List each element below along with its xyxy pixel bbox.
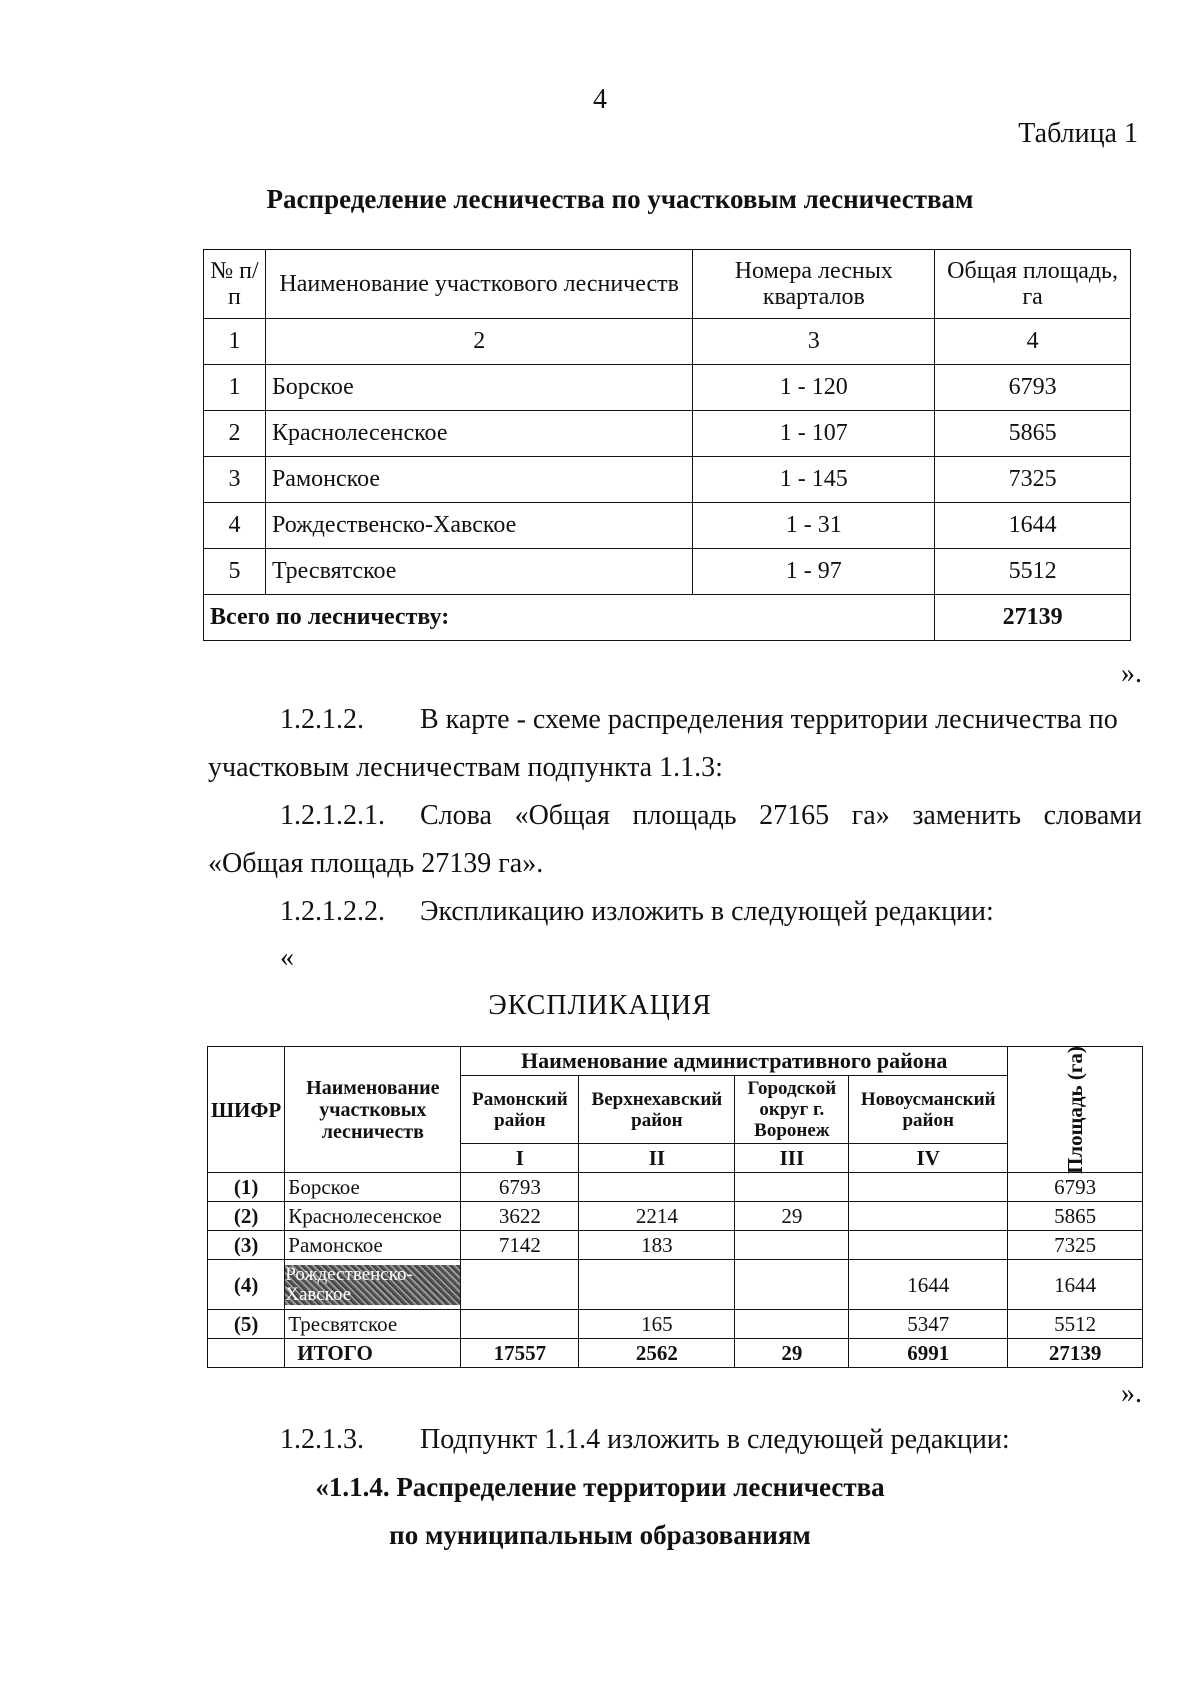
paragraph-12121 <box>280 792 1142 840</box>
row-d4: 5347 <box>849 1310 1008 1339</box>
paragraph-text: В карте - схеме распределения территории лесничества по <box>420 704 1118 735</box>
paragraph-text: Экспликацию изложить в следующей редакции: <box>420 896 994 927</box>
header-number: № п/п <box>204 250 266 319</box>
district-roman: I <box>461 1144 579 1173</box>
explication-title: ЭКСПЛИКАЦИЯ <box>488 990 712 1021</box>
table1-title: Распределение лесничества по участковым лесничествам <box>266 184 974 214</box>
row-name: Рождественско-Хавское <box>265 503 693 549</box>
closing-quote: ». <box>1121 658 1142 689</box>
row-quarters: 1 - 107 <box>693 411 935 457</box>
row-d4 <box>849 1202 1008 1231</box>
total-d1: 17557 <box>461 1339 579 1368</box>
total-row <box>208 1339 1143 1368</box>
row-area: 7325 <box>935 457 1131 503</box>
paragraph-12122 <box>280 888 994 936</box>
paragraph-number: 1.2.1.2. <box>280 704 364 735</box>
paragraph-1212-cont: участковым лесничествам подпункта 1.1.3: <box>208 752 723 783</box>
table-row <box>208 1260 1143 1310</box>
row-number: 4 <box>204 503 266 549</box>
row-d3 <box>735 1260 849 1310</box>
col-number: 4 <box>935 319 1131 365</box>
total-label: Всего по лесничеству: <box>204 595 935 641</box>
total-label: ИТОГО <box>285 1339 461 1368</box>
row-name: Тресвятское <box>285 1310 461 1339</box>
row-name: Борское <box>285 1173 461 1202</box>
row-d1: 6793 <box>461 1173 579 1202</box>
paragraph-12121-cont: «Общая площадь 27139 га». <box>208 848 544 879</box>
row-code: (1) <box>208 1173 285 1202</box>
row-name: Краснолесенское <box>265 411 693 457</box>
district-roman: II <box>579 1144 735 1173</box>
table-row <box>208 1173 1143 1202</box>
table-row <box>204 365 1131 411</box>
row-code: (4) <box>208 1260 285 1310</box>
table-row <box>208 1231 1143 1260</box>
total-d4: 6991 <box>849 1339 1008 1368</box>
row-quarters: 1 - 120 <box>693 365 935 411</box>
table-row <box>204 503 1131 549</box>
table-row <box>204 411 1131 457</box>
row-area: 5865 <box>935 411 1131 457</box>
district-voronezh: Городской округ г. Воронеж <box>735 1076 849 1144</box>
row-area: 6793 <box>935 365 1131 411</box>
header-forestry-name: Наименование участковых лесничеств <box>285 1047 461 1173</box>
row-d1: 7142 <box>461 1231 579 1260</box>
row-d3 <box>735 1173 849 1202</box>
row-d2: 2214 <box>579 1202 735 1231</box>
row-name: Краснолесенское <box>285 1202 461 1231</box>
header-area-label: Площадь (га) <box>1063 1045 1088 1174</box>
row-name: Тресвятское <box>265 549 693 595</box>
district-roman: III <box>735 1144 849 1173</box>
row-code: (5) <box>208 1310 285 1339</box>
row-quarters: 1 - 97 <box>693 549 935 595</box>
page-number: 4 <box>593 84 607 115</box>
col-number: 1 <box>204 319 266 365</box>
col-number: 2 <box>265 319 693 365</box>
row-name: Рождественско-Хавское <box>285 1265 460 1305</box>
row-name-cell <box>285 1260 461 1310</box>
header-area: Общая площадь, га <box>935 250 1131 319</box>
row-d3 <box>735 1231 849 1260</box>
explication-table <box>207 1046 1143 1368</box>
paragraph-number: 1.2.1.2.1. <box>280 800 385 831</box>
header-code: ШИФР <box>208 1047 285 1173</box>
row-quarters: 1 - 31 <box>693 503 935 549</box>
row-number: 1 <box>204 365 266 411</box>
row-area: 7325 <box>1008 1231 1143 1260</box>
row-d1 <box>461 1260 579 1310</box>
row-name: Рамонское <box>285 1231 461 1260</box>
row-number: 5 <box>204 549 266 595</box>
row-name: Рамонское <box>265 457 693 503</box>
row-area: 6793 <box>1008 1173 1143 1202</box>
col-number: 3 <box>693 319 935 365</box>
section-heading-line1: «1.1.4. Распределение территории лесничества <box>315 1472 885 1502</box>
header-admin-district: Наименование административного района <box>461 1047 1008 1076</box>
total-value: 27139 <box>935 595 1131 641</box>
total-area: 27139 <box>1008 1339 1143 1368</box>
row-d1 <box>461 1310 579 1339</box>
paragraph-number: 1.2.1.2.2. <box>280 896 385 927</box>
district-novousman: Новоусманский район <box>849 1076 1008 1144</box>
district-ramon: Рамонский район <box>461 1076 579 1144</box>
row-d4 <box>849 1173 1008 1202</box>
row-d2: 183 <box>579 1231 735 1260</box>
row-quarters: 1 - 145 <box>693 457 935 503</box>
district-roman: IV <box>849 1144 1008 1173</box>
paragraph-number: 1.2.1.3. <box>280 1424 364 1455</box>
row-d3: 29 <box>735 1202 849 1231</box>
paragraph-text: Подпункт 1.1.4 изложить в следующей редакции: <box>420 1424 1010 1455</box>
total-code-empty <box>208 1339 285 1368</box>
header-quarters: Номера лесных кварталов <box>693 250 935 319</box>
total-d2: 2562 <box>579 1339 735 1368</box>
row-code: (3) <box>208 1231 285 1260</box>
forestry-distribution-table <box>203 249 1131 641</box>
row-code: (2) <box>208 1202 285 1231</box>
section-heading-line2: по муниципальным образованиям <box>389 1520 811 1550</box>
closing-quote: ». <box>1121 1378 1142 1409</box>
total-row <box>204 595 1131 641</box>
table-row <box>208 1202 1143 1231</box>
table-row <box>204 457 1131 503</box>
row-number: 2 <box>204 411 266 457</box>
paragraph-1212 <box>280 696 1118 744</box>
row-d4: 1644 <box>849 1260 1008 1310</box>
row-number: 3 <box>204 457 266 503</box>
row-d2: 165 <box>579 1310 735 1339</box>
header-area <box>1008 1047 1143 1173</box>
row-area: 5512 <box>935 549 1131 595</box>
table-row <box>208 1310 1143 1339</box>
opening-quote: « <box>280 942 294 973</box>
table-row <box>204 549 1131 595</box>
row-d4 <box>849 1231 1008 1260</box>
row-area: 5512 <box>1008 1310 1143 1339</box>
paragraph-1213 <box>280 1416 1010 1464</box>
header-name: Наименование участкового лесничеств <box>265 250 693 319</box>
row-name: Борское <box>265 365 693 411</box>
table-label: Таблица 1 <box>1018 118 1138 149</box>
row-d2 <box>579 1260 735 1310</box>
row-area: 1644 <box>1008 1260 1143 1310</box>
paragraph-text: Слова «Общая площадь 27165 га» заменить словами <box>420 800 1142 831</box>
row-area: 1644 <box>935 503 1131 549</box>
row-area: 5865 <box>1008 1202 1143 1231</box>
row-d3 <box>735 1310 849 1339</box>
district-verkhnekhava: Верхнехавский район <box>579 1076 735 1144</box>
row-d2 <box>579 1173 735 1202</box>
row-d1: 3622 <box>461 1202 579 1231</box>
total-d3: 29 <box>735 1339 849 1368</box>
